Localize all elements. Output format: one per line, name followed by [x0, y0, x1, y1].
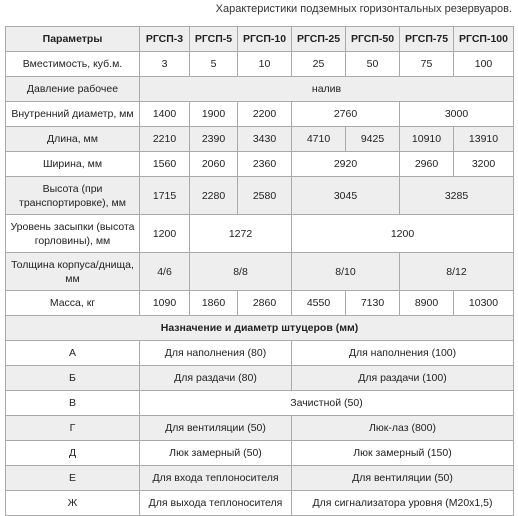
table-row — [6, 102, 514, 127]
row-label: Внутренний диаметр, мм — [6, 102, 140, 127]
row-label: Давление рабочее — [6, 77, 140, 102]
cell: Для раздачи (80) — [140, 366, 292, 391]
cell: 75 — [400, 52, 454, 77]
cell: Для выхода теплоносителя — [140, 491, 292, 516]
table-row — [6, 341, 514, 366]
cell: 25 — [292, 52, 346, 77]
cell: 2360 — [238, 152, 292, 177]
row-label: Толщина корпуса/днища, мм — [6, 253, 140, 291]
row-label: Г — [6, 416, 140, 441]
table-row — [6, 127, 514, 152]
cell: 3285 — [400, 177, 514, 215]
cell: Для наполнения (100) — [292, 341, 514, 366]
header-model: РГСП-50 — [346, 27, 400, 52]
cell: 2060 — [190, 152, 238, 177]
row-label: Длина, мм — [6, 127, 140, 152]
cell: 8/8 — [190, 253, 292, 291]
cell: 1400 — [140, 102, 190, 127]
cell: Для сигнализатора уровня (М20х1,5) — [292, 491, 514, 516]
cell: 4710 — [292, 127, 346, 152]
cell: налив — [140, 77, 514, 102]
cell: 50 — [346, 52, 400, 77]
cell: 1200 — [140, 215, 190, 253]
cell: 2920 — [292, 152, 400, 177]
cell: 3 — [140, 52, 190, 77]
cell: 2280 — [190, 177, 238, 215]
row-label: Е — [6, 466, 140, 491]
cell: 8/12 — [400, 253, 514, 291]
cell: 1090 — [140, 291, 190, 316]
table-row — [6, 215, 514, 253]
section-header-row — [6, 316, 514, 341]
table-row — [6, 391, 514, 416]
cell: Для вентиляции (50) — [292, 466, 514, 491]
table-row — [6, 466, 514, 491]
table-row — [6, 177, 514, 215]
cell: 8/10 — [292, 253, 400, 291]
cell: 4/6 — [140, 253, 190, 291]
cell: 2960 — [400, 152, 454, 177]
table-row — [6, 253, 514, 291]
row-label: А — [6, 341, 140, 366]
cell: Люк-лаз (800) — [292, 416, 514, 441]
cell: Люк замерный (150) — [292, 441, 514, 466]
cell: 10910 — [400, 127, 454, 152]
cell: 2860 — [238, 291, 292, 316]
cell: 3430 — [238, 127, 292, 152]
header-model: РГСП-10 — [238, 27, 292, 52]
cell: 1860 — [190, 291, 238, 316]
cell: Для наполнения (80) — [140, 341, 292, 366]
table-caption: Характеристики подземных горизонтальных резервуаров. — [215, 3, 512, 15]
cell: 1900 — [190, 102, 238, 127]
header-model: РГСП-5 — [190, 27, 238, 52]
cell: 1715 — [140, 177, 190, 215]
header-params: Параметры — [6, 27, 140, 52]
cell: 10300 — [454, 291, 514, 316]
table-row — [6, 416, 514, 441]
cell: 8900 — [400, 291, 454, 316]
cell: Люк замерный (50) — [140, 441, 292, 466]
row-label: Уровень засыпки (высота горловины), мм — [6, 215, 140, 253]
table-row — [6, 77, 514, 102]
cell: 1560 — [140, 152, 190, 177]
header-model: РГСП-100 — [454, 27, 514, 52]
tank-specs-table — [5, 26, 514, 516]
cell: 3045 — [292, 177, 400, 215]
cell: 1200 — [292, 215, 514, 253]
cell: Для раздачи (100) — [292, 366, 514, 391]
table-row — [6, 441, 514, 466]
cell: 7130 — [346, 291, 400, 316]
cell: Для вентиляции (50) — [140, 416, 292, 441]
cell: 9425 — [346, 127, 400, 152]
row-label: Д — [6, 441, 140, 466]
cell: 100 — [454, 52, 514, 77]
cell: 5 — [190, 52, 238, 77]
cell: 2200 — [238, 102, 292, 127]
cell: Для входа теплоносителя — [140, 466, 292, 491]
cell: 3200 — [454, 152, 514, 177]
cell: Зачистной (50) — [140, 391, 514, 416]
row-label: Ж — [6, 491, 140, 516]
row-label: Б — [6, 366, 140, 391]
cell: 2580 — [238, 177, 292, 215]
row-label: Ширина, мм — [6, 152, 140, 177]
cell: 4550 — [292, 291, 346, 316]
header-row — [6, 27, 514, 52]
table-row — [6, 291, 514, 316]
cell: 10 — [238, 52, 292, 77]
row-label: Масса, кг — [6, 291, 140, 316]
cell: 13910 — [454, 127, 514, 152]
header-model: РГСП-25 — [292, 27, 346, 52]
table-row — [6, 152, 514, 177]
table-row — [6, 52, 514, 77]
cell: 2760 — [292, 102, 400, 127]
fittings-title: Назначение и диаметр штуцеров (мм) — [6, 316, 514, 341]
header-model: РГСП-3 — [140, 27, 190, 52]
cell: 3000 — [400, 102, 514, 127]
table-row — [6, 366, 514, 391]
row-label: Вместимость, куб.м. — [6, 52, 140, 77]
row-label: Высота (при транспортировке), мм — [6, 177, 140, 215]
cell: 1272 — [190, 215, 292, 253]
header-model: РГСП-75 — [400, 27, 454, 52]
cell: 2210 — [140, 127, 190, 152]
cell: 2390 — [190, 127, 238, 152]
row-label: В — [6, 391, 140, 416]
